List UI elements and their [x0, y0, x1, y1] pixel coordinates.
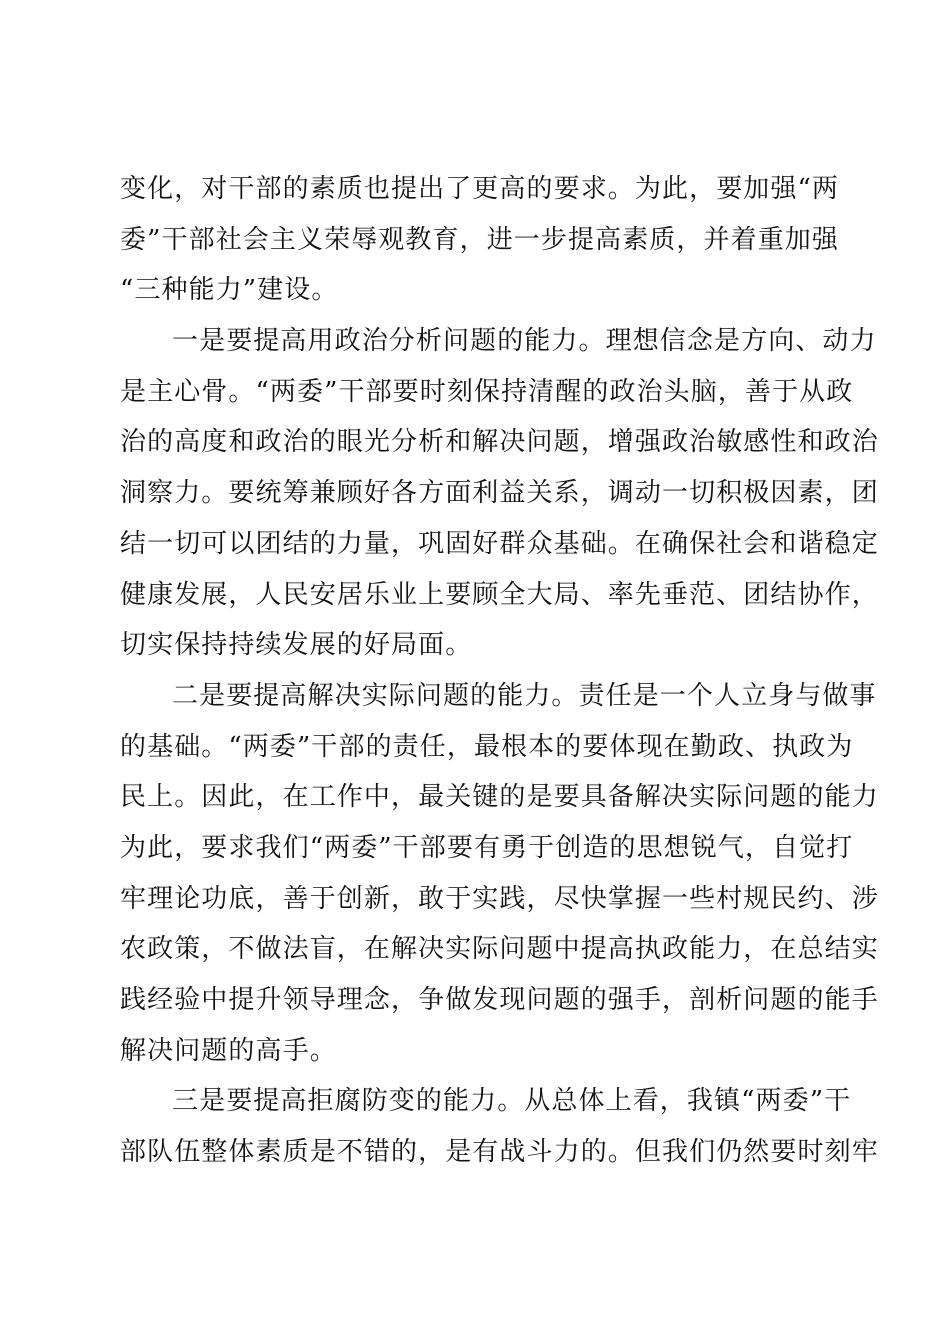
text-line: 部队伍整体素质是不错的，是有战斗力的。但我们仍然要时刻牢: [120, 1137, 879, 1168]
text-line: 治的高度和政治的眼光分析和解决问题，增强政治敏感性和政治: [120, 427, 879, 458]
text-line: 的基础。“两委”干部的责任，最根本的要体现在勤政、执政为: [120, 731, 854, 762]
paragraph-first-line: 二是要提高解决实际问题的能力。责任是一个人立身与做事: [172, 680, 877, 711]
text-line: 是主心骨。“两委”干部要时刻保持清醒的政治头脑，善于从政: [120, 376, 854, 407]
text-line: 解决问题的高手。: [120, 1035, 337, 1066]
paragraph-first-line: 一是要提高用政治分析问题的能力。理想信念是方向、动力: [172, 326, 877, 357]
text-line: 牢理论功底，善于创新，敢于实践，尽快掌握一些村规民约、涉: [120, 883, 879, 914]
text-line: 洞察力。要统筹兼顾好各方面利益关系，调动一切积极因素，团: [120, 478, 879, 509]
text-line: 委”干部社会主义荣辱观教育，进一步提高素质，并着重加强: [120, 224, 839, 255]
text-line: 为此，要求我们“两委”干部要有勇于创造的思想锐气，自觉打: [120, 832, 854, 863]
text-line: 变化，对干部的素质也提出了更高的要求。为此，要加强“两: [120, 174, 839, 204]
body-text: [120, 164, 879, 1178]
paragraph-first-line: 三是要提高拒腐防变的能力。从总体上看，我镇“两委”干: [172, 1086, 852, 1117]
text-line: 践经验中提升领导理念，争做发现问题的强手，剖析问题的能手: [120, 985, 879, 1015]
text-line: 结一切可以团结的力量，巩固好群众基础。在确保社会和谐稳定: [120, 528, 879, 559]
text-line: 农政策，不做法盲，在解决实际问题中提高执政能力，在总结实: [120, 934, 879, 965]
text-line: “三种能力”建设。: [120, 275, 339, 306]
text-line: 健康发展，人民安居乐业上要顾全大局、率先垂范、团结协作，: [120, 579, 879, 610]
text-line: 民上。因此，在工作中，最关键的是要具备解决实际问题的能力: [120, 782, 879, 813]
text-line: 切实保持持续发展的好局面。: [120, 630, 473, 661]
